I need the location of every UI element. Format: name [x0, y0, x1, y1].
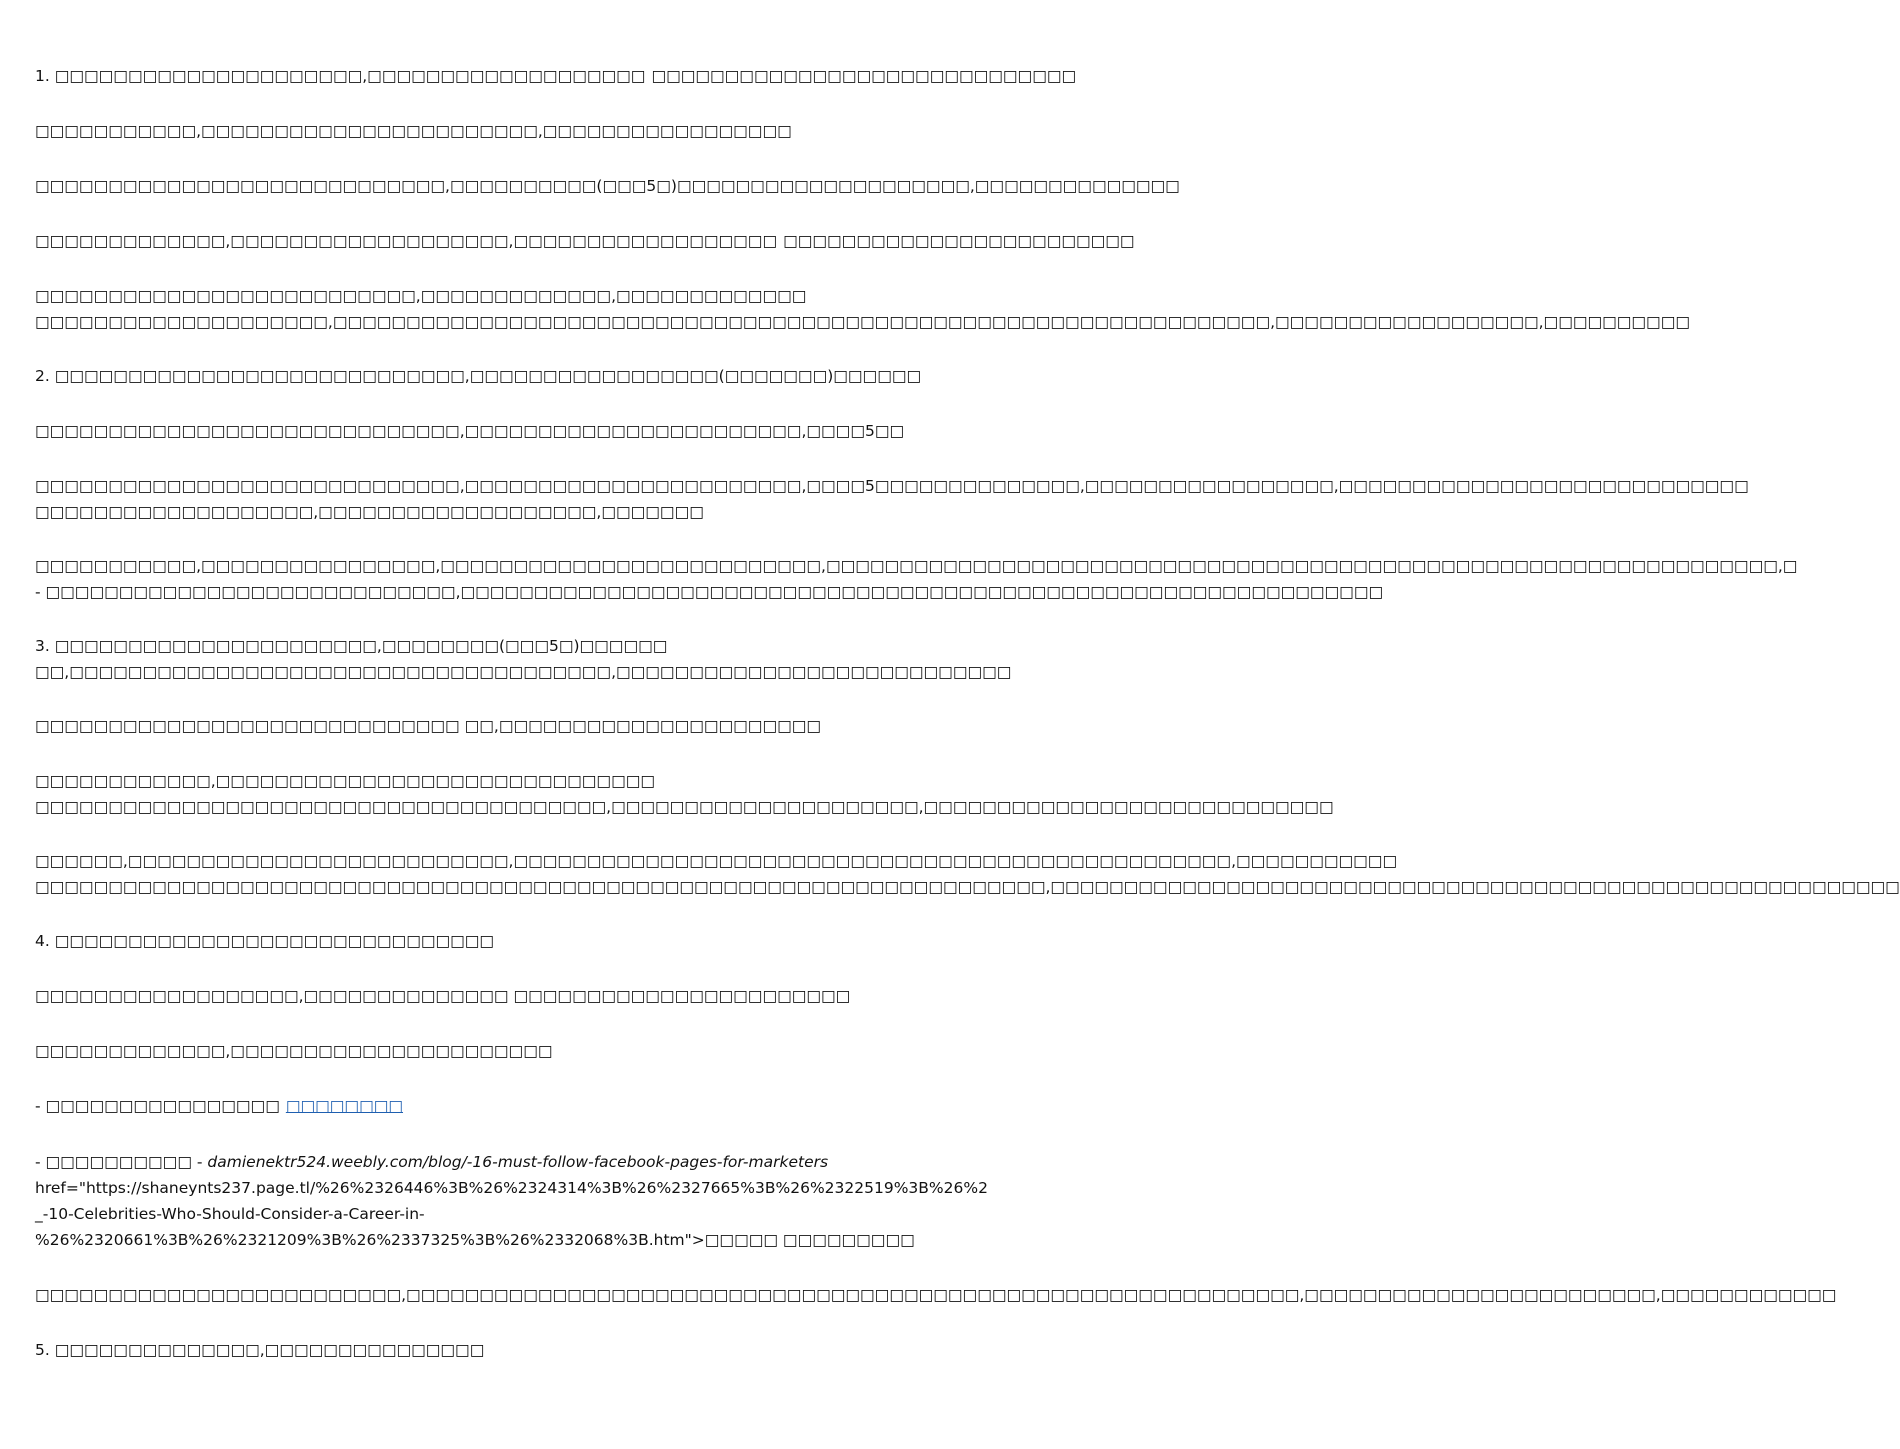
document-page [35, 0, 1900, 1449]
text-run: - □□□□□□□□□□ - [35, 1153, 208, 1171]
paragraph-line: □□□□□□□□□□□□□□□□□□□,□□□□□□□□□□□□□□□□□□□,□□□□□□□ [35, 503, 704, 521]
paragraph-line [35, 1150, 828, 1174]
inline-link[interactable]: □□□□□□□□ [285, 1097, 404, 1115]
paragraph-line: □□□□□□,□□□□□□□□□□□□□□□□□□□□□□□□□□,□□□□□□□□□□□□□□□□□□□□□□□□□□□□□□□□□□□□□□□□□□□□□□□□□,□□□□□□□□□□□ [35, 852, 1398, 870]
paragraph-line: □□□□□□□□□□□□□□□□□□□□□□□□□□□□□ □□,□□□□□□□□□□□□□□□□□□□□□□ [35, 717, 822, 735]
paragraph-line: _-10-Celebrities-Who-Should-Consider-a-Career-in- [35, 1205, 425, 1223]
section-heading: 5. □□□□□□□□□□□□□□,□□□□□□□□□□□□□□□ [35, 1341, 485, 1359]
paragraph-line [35, 1094, 403, 1118]
text-run: □□□□□□□□□□□□□□□□□□□□□□□□□□□□□ [651, 67, 1077, 85]
paragraph-line: □□□□□□□□□□□,□□□□□□□□□□□□□□□□,□□□□□□□□□□□□□□□□□□□□□□□□□□,□□□□□□□□□□□□□□□□□□□□□□□□□□□□□□□□□□□□□□□□□□□□□□□□□□□□□□□□□□□□□□□□□,□ [35, 557, 1798, 575]
paragraph-line [35, 229, 1135, 253]
paragraph-line: □□□□□□□□□□□□□□□□□□,□□□□□□□□□□□□□□ □□□□□□□□□□□□□□□□□□□□□□□ [35, 987, 851, 1005]
paragraph-line: □□□□□□□□□□□□□□□□□□□□□□□□□□□□□□□□□□□□□□□,□□□□□□□□□□□□□□□□□□□□□,□□□□□□□□□□□□□□□□□□□□□□□□□□□□ [35, 798, 1334, 816]
paragraph-line: href="https://shaneynts237.page.tl/%26%2326446%3B%26%2324314%3B%26%2327665%3B%26%2322519%3B%26%2 [35, 1179, 988, 1197]
paragraph-line: □□□□□□□□□□□,□□□□□□□□□□□□□□□□□□□□□□□,□□□□□□□□□□□□□□□□□ [35, 122, 792, 140]
text-run: □□□□□□□□□□□□□,□□□□□□□□□□□□□□□□□□□,□□□□□□□□□□□□□□□□□□ [35, 232, 778, 250]
section-heading: 4. □□□□□□□□□□□□□□□□□□□□□□□□□□□□□□ [35, 932, 495, 950]
paragraph-line: %26%2320661%3B%26%2321209%3B%26%2337325%3B%26%2332068%3B.htm">□□□□□ □□□□□□□□□ [35, 1231, 915, 1249]
section-heading: 3. □□□□□□□□□□□□□□□□□□□□□□,□□□□□□□□(□□□5□)□□□□□□ [35, 637, 668, 655]
paragraph-line: □□□□□□□□□□□□□□□□□□□□□□□□□□□□□□□□□□□□□□□□□□□□□□□□□□□□□□□□□□□□□□□□□□□□□,□□□□□□□□□□□□□□□□□□□□□□□□□□□□□□□□□□□□□□□□□□□□□□□□□□□□□□□□□□ [35, 878, 1900, 896]
paragraph-line: □□□□□□□□□□□□,□□□□□□□□□□□□□□□□□□□□□□□□□□□□□□ [35, 772, 656, 790]
text-run: □□□□□□□□□□□□□□□□□□□□□□□□ [783, 232, 1135, 250]
paragraph-line: □□□□□□□□□□□□□□□□□□□□□□□□□□□□□,□□□□□□□□□□□□□□□□□□□□□□□,□□□□5□□□□□□□□□□□□□□,□□□□□□□□□□□□□□□□□,□□□□□□□□□□□□□□□□□□□□□□□□□□□□ [35, 477, 1749, 495]
paragraph-line: □□,□□□□□□□□□□□□□□□□□□□□□□□□□□□□□□□□□□□□□,□□□□□□□□□□□□□□□□□□□□□□□□□□□ [35, 663, 1012, 681]
paragraph-line: □□□□□□□□□□□□□,□□□□□□□□□□□□□□□□□□□□□□ [35, 1042, 553, 1060]
paragraph-line: □□□□□□□□□□□□□□□□□□□□,□□□□□□□□□□□□□□□□□□□□□□□□□□□□□□□□□□□□□□□□□□□□□□□□□□□□□□□□□□□□□□□□,□□□□□□□□□□□□□□□□□□,□□□□□□□□□□ [35, 313, 1690, 331]
paragraph-line [35, 64, 1077, 88]
section-heading: 2. □□□□□□□□□□□□□□□□□□□□□□□□□□□□,□□□□□□□□□□□□□□□□□(□□□□□□□)□□□□□□ [35, 367, 922, 385]
url-text: damienektr524.weebly.com/blog/-16-must-follow-facebook-pages-for-marketers [207, 1153, 829, 1171]
paragraph-line: □□□□□□□□□□□□□□□□□□□□□□□□□,□□□□□□□□□□□□□□□□□□□□□□□□□□□□□□□□□□□□□□□□□□□□□□□□□□□□□□□□□□□□□,□□□□□□□□□□□□□□□□□□□□□□□□,□□□□□□□□□□□□ [35, 1286, 1837, 1304]
paragraph-line: □□□□□□□□□□□□□□□□□□□□□□□□□□□□□,□□□□□□□□□□□□□□□□□□□□□□□,□□□□5□□ [35, 422, 905, 440]
paragraph-line: □□□□□□□□□□□□□□□□□□□□□□□□□□,□□□□□□□□□□□□□,□□□□□□□□□□□□□ [35, 287, 807, 305]
text-run: 1. □□□□□□□□□□□□□□□□□□□□□,□□□□□□□□□□□□□□□□□□□ [35, 67, 646, 85]
paragraph-line: □□□□□□□□□□□□□□□□□□□□□□□□□□□□,□□□□□□□□□□(□□□5□)□□□□□□□□□□□□□□□□□□□□,□□□□□□□□□□□□□□ [35, 177, 1180, 195]
text-run: - □□□□□□□□□□□□□□□□ [35, 1097, 280, 1115]
paragraph-line: - □□□□□□□□□□□□□□□□□□□□□□□□□□□□,□□□□□□□□□□□□□□□□□□□□□□□□□□□□□□□□□□□□□□□□□□□□□□□□□□□□□□□□□□□□□□□ [35, 583, 1384, 601]
